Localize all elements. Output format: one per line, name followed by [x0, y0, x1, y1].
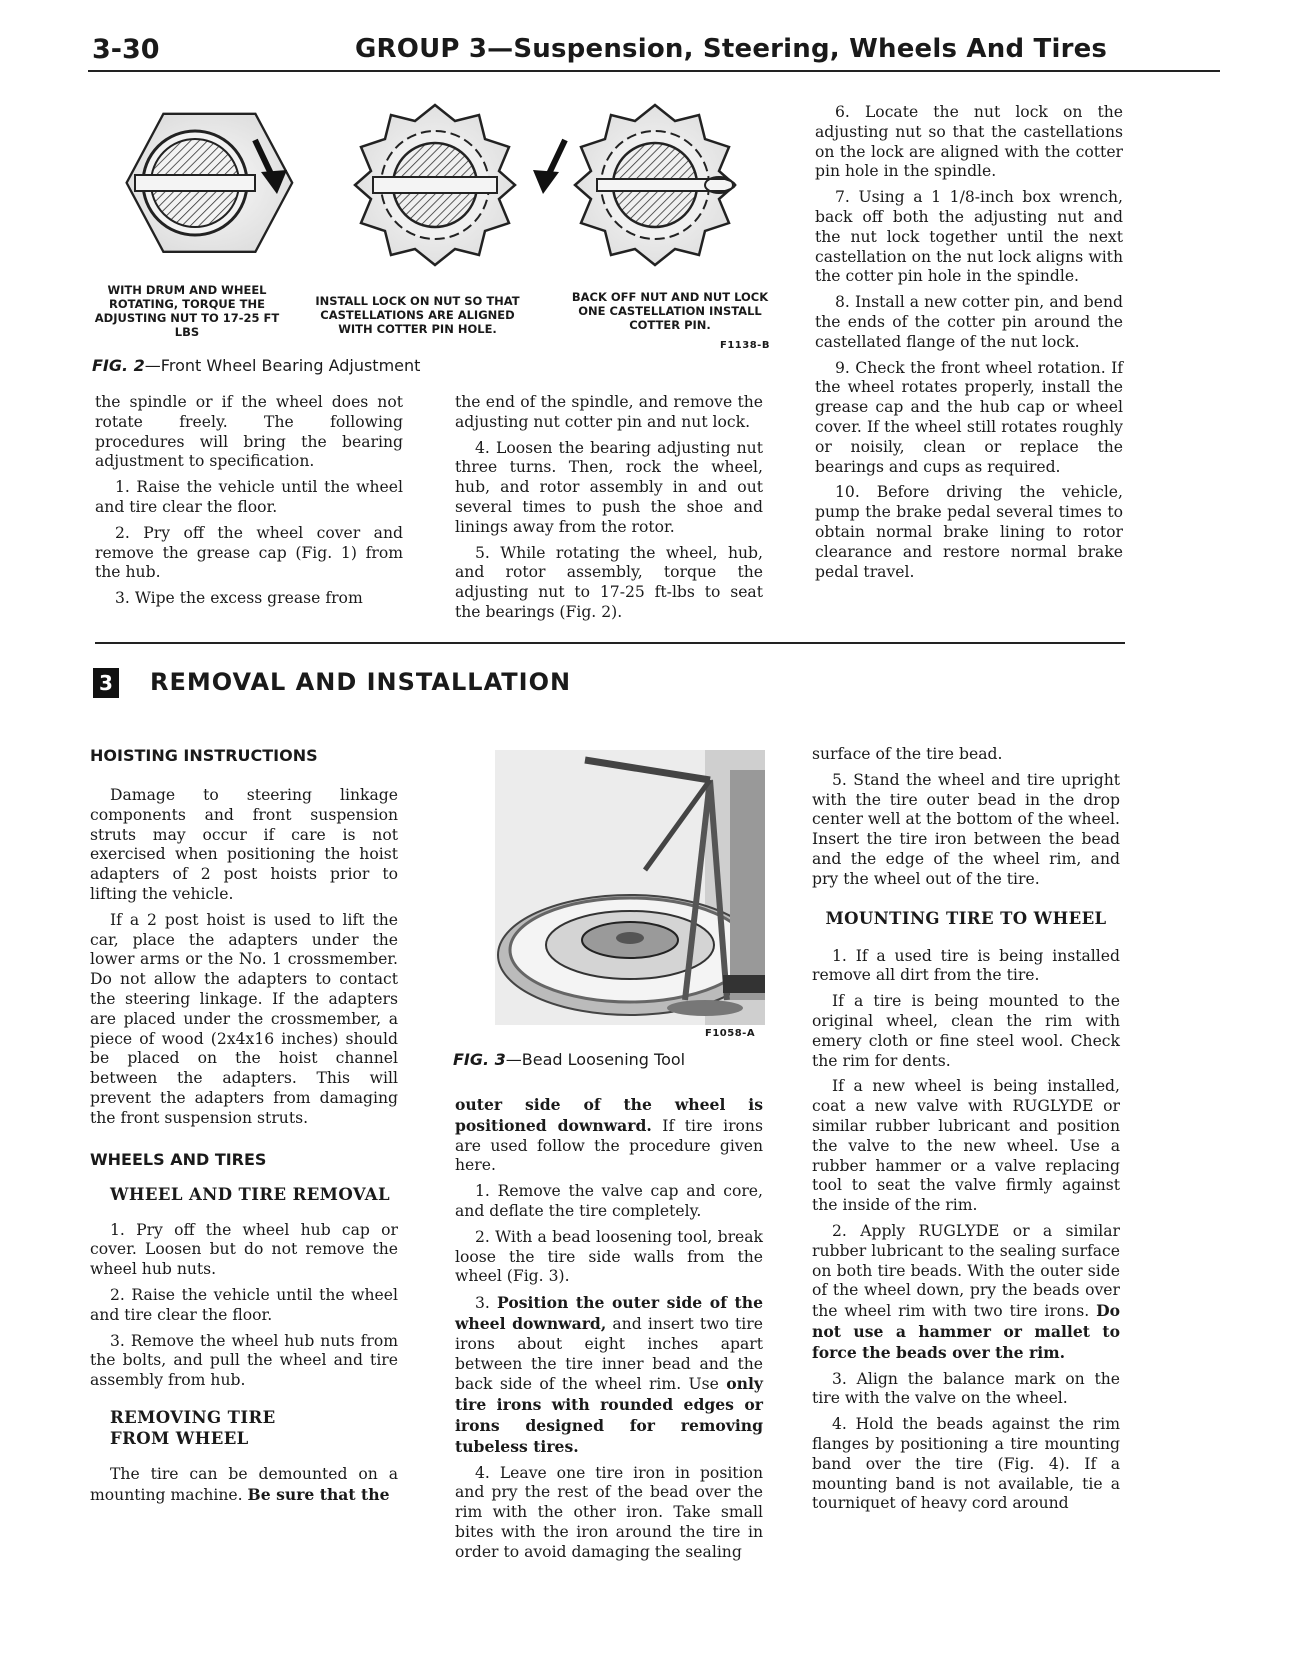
paragraph: If a new wheel is being installed, coat a new valve with RUGLYDE or similar rubber lubricant and position the valve to the new wheel. Use a rubber hammer or a valve replacing tool to seat the valve firmly against the inside of the rim. — [812, 1077, 1120, 1215]
heading-mounting: MOUNTING TIRE TO WHEEL — [825, 908, 1107, 928]
step-1: 1. If a used tire is being installed remove all dirt from the tire. — [812, 946, 1120, 985]
paragraph: Damage to steering linkage components and front suspension struts may occur if care is not exercised when positioning the hoist adapters of 2 post hoists prior to lifting the vehicle. — [90, 786, 398, 903]
step-5: 5. Stand the wheel and tire upright with the tire outer bead in the drop center well at the bottom of the wheel. Insert the tire iron between the bead and the edge of the wheel rim, and pry the wheel out of the tire. — [812, 770, 1120, 888]
step-2: 2. Pry off the wheel cover and remove the grease cap (Fig. 1) from the hub. — [95, 523, 403, 582]
bold-text: Position the outer side of the wheel downward, — [455, 1293, 763, 1333]
fig2-label-install-lock: INSTALL LOCK ON NUT SO THAT CASTELLATIONS ARE ALIGNED WITH COTTER PIN HOLE. — [315, 294, 520, 336]
heading-hoisting: HOISTING INSTRUCTIONS — [90, 746, 318, 765]
step-number: 3. — [475, 1294, 490, 1313]
heading-line-1: REMOVING TIRE — [110, 1407, 276, 1427]
bottom-column-1 — [90, 745, 398, 1512]
paragraph: the spindle or if the wheel does not rotate freely. The following procedures will bring the bearing adjustment to specification. — [95, 393, 403, 471]
heading-removing-tire — [90, 1407, 398, 1449]
warning-bold: Do not use a hammer or mallet to force the beads over the rim. — [812, 1301, 1120, 1362]
heading-wheel-removal: WHEEL AND TIRE REMOVAL — [110, 1184, 390, 1204]
bold-text: outer side of the wheel is positioned downward. — [455, 1095, 763, 1135]
top-column-1 — [95, 393, 403, 615]
step-7: 7. Using a 1 1/8-inch box wrench, back off both the adjusting nut and the nut lock together until the next castellation on the nut lock aligns with the cotter pin hole in the spindle. — [815, 188, 1123, 286]
fig3-caption — [453, 1050, 685, 1069]
fig2-code: F1138-B — [720, 340, 770, 351]
step-2 — [812, 1222, 1120, 1364]
step-3: 3. Remove the wheel hub nuts from the bolts, and pull the wheel and tire assembly from hub. — [90, 1331, 398, 1390]
header-rule — [88, 70, 1220, 72]
step-4: 4. Hold the beads against the rim flanges by positioning a tire mounting band over the tire (Fig. 4). If a mounting band is not available, tie a tourniquet of heavy cord around — [812, 1415, 1120, 1513]
demount-text: The tire can be demounted on a mounting machine. — [90, 1464, 398, 1504]
step-2: 2. Raise the vehicle until the wheel and tire clear the floor. — [90, 1285, 398, 1324]
step-2: 2. With a bead loosening tool, break loose the tire side walls from the wheel (Fig. 3). — [455, 1227, 763, 1286]
step-1: 1. Pry off the wheel hub cap or cover. Loosen but do not remove the wheel hub nuts. — [90, 1220, 398, 1279]
text: 2. Apply RUGLYDE or a similar rubber lubricant to the sealing surface on both tire beads. With the outer side of the wheel down, pry the beads over the wheel rim with two tire irons. — [812, 1221, 1120, 1321]
fig3-photo — [495, 750, 765, 1025]
section-rule — [95, 642, 1125, 644]
section-title: REMOVAL AND INSTALLATION — [150, 668, 572, 696]
paragraph: the end of the spindle, and remove the adjusting nut cotter pin and nut lock. — [455, 393, 763, 431]
running-header: GROUP 3—Suspension, Steering, Wheels And Tires — [355, 34, 1108, 64]
text: and insert two tire irons about eight inches apart between the tire inner bead and the back side of the wheel rim. Use — [455, 1314, 763, 1394]
step-4: 4. Leave one tire iron in position and pry the rest of the bead over the rim with the other iron. Take small bites with the iron around the tire in order to avoid damaging the sealing — [455, 1463, 763, 1561]
step-3: 3. Align the balance mark on the tire with the valve on the wheel. — [812, 1369, 1120, 1408]
heading-line-2: FROM WHEEL — [110, 1428, 249, 1448]
step-3: 3. Wipe the excess grease from — [115, 589, 363, 608]
section-badge: 3 — [93, 668, 119, 698]
fig2-caption-text: —Front Wheel Bearing Adjustment — [144, 356, 421, 375]
page-number: 3-30 — [92, 34, 160, 65]
bearing-adjustment-diagram — [95, 100, 785, 285]
fig3-caption-text: —Bead Loosening Tool — [505, 1050, 686, 1069]
step-6: 6. Locate the nut lock on the adjusting nut so that the castellations on the lock are aligned with the cotter pin hole in the spindle. — [815, 103, 1123, 181]
fig2-caption-number: FIG. 2 — [92, 356, 145, 375]
step-5: 5. While rotating the wheel, hub, and rotor assembly, torque the adjusting nut to 17-25 ft-lbs to seat the bearings (Fig. 2). — [455, 543, 763, 621]
fig2-label-back-off: BACK OFF NUT AND NUT LOCK ONE CASTELLATION INSTALL COTTER PIN. — [571, 290, 769, 332]
fig2-illustration — [95, 100, 785, 285]
step-1: 1. Raise the vehicle until the wheel and tire clear the floor. — [95, 478, 403, 516]
fig3-code: F1058-A — [705, 1028, 756, 1039]
step-4: 4. Loosen the bearing adjusting nut three turns. Then, rock the wheel, hub, and rotor assembly in and out several times to push the shoe and linings away from the rotor. — [455, 438, 763, 536]
step-9: 9. Check the front wheel rotation. If the wheel rotates properly, install the grease cap and the hub cap or wheel cover. If the wheel still rotates roughly or noisily, clean or replace the bearings and cups as required. — [815, 358, 1123, 476]
bold-text-2: only tire irons with rounded edges or irons designed for removing tubeless tires. — [455, 1374, 763, 1456]
fig2-caption — [92, 356, 420, 375]
fig3-caption-number: FIG. 3 — [453, 1050, 506, 1069]
text: If tire irons are used follow the procedure given here. — [455, 1116, 763, 1175]
top-column-3 — [815, 103, 1123, 588]
paragraph: If a tire is being mounted to the original wheel, clean the rim with emery cloth or fine steel wool. Check the rim for dents. — [812, 992, 1120, 1070]
step-3 — [455, 1293, 763, 1457]
bottom-column-3 — [812, 745, 1120, 1520]
bottom-column-2 — [455, 1095, 763, 1569]
paragraph — [90, 1465, 398, 1506]
step-8: 8. Install a new cotter pin, and bend the ends of the cotter pin around the castellated flange of the nut lock. — [815, 293, 1123, 351]
paragraph — [455, 1095, 763, 1176]
paragraph: surface of the tire bead. — [812, 745, 1003, 763]
fig2-label-torque: WITH DRUM AND WHEEL ROTATING, TORQUE THE ADJUSTING NUT TO 17-25 FT LBS — [94, 283, 280, 339]
top-column-2 — [455, 393, 763, 629]
demount-bold: Be sure that the — [247, 1484, 390, 1504]
heading-wheels-tires: WHEELS AND TIRES — [90, 1149, 267, 1169]
step-10: 10. Before driving the vehicle, pump the brake pedal several times to obtain normal brake lining to rotor clearance and restore normal brake pedal travel. — [815, 483, 1123, 581]
step-1: 1. Remove the valve cap and core, and deflate the tire completely. — [455, 1182, 763, 1220]
paragraph: If a 2 post hoist is used to lift the car, place the adapters under the lower arms or the No. 1 crossmember. Do not allow the adapters to contact the steering linkage. If the adapters are placed under the crossmember, a piece of wood (2x4x16 inches) should be placed on the hoist channel between the adapters. This will prevent the adapters from damaging the front suspension struts. — [90, 910, 398, 1127]
bead-loosening-tool-image — [495, 750, 765, 1025]
